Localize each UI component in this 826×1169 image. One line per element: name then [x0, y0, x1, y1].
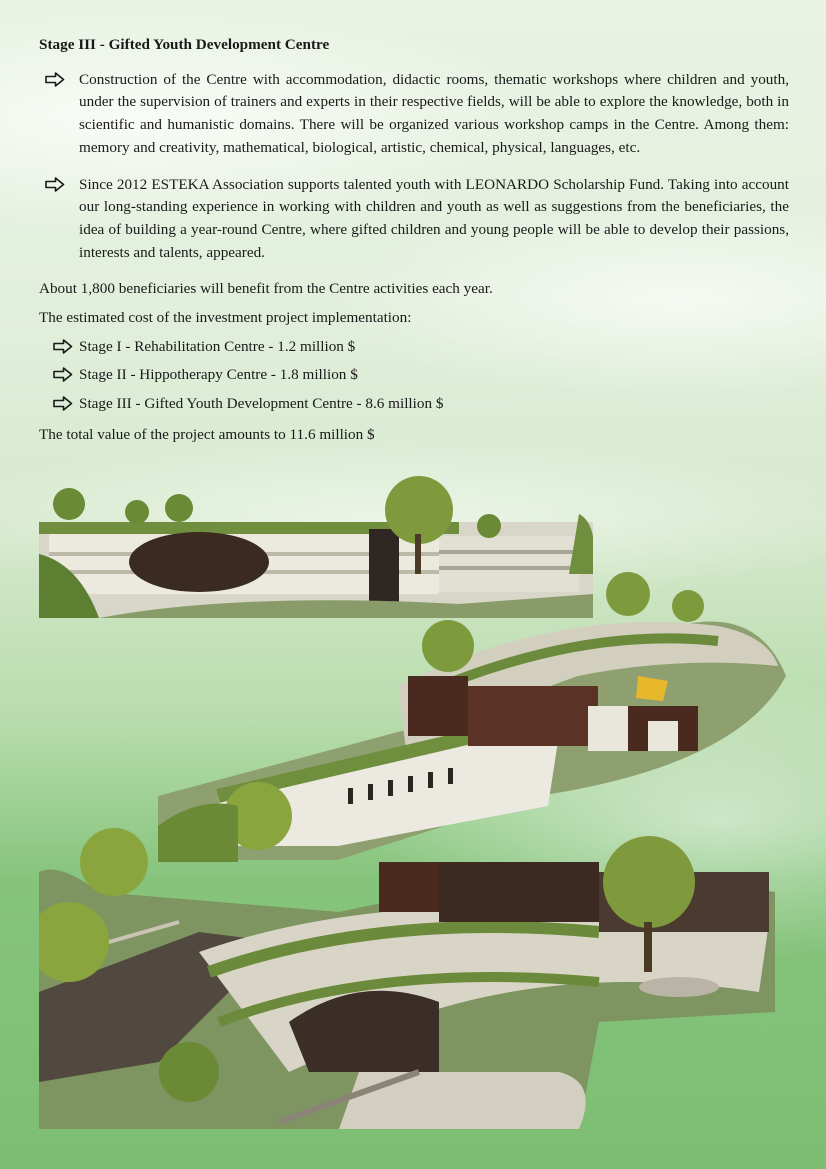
arrow-right-outline-icon	[53, 367, 73, 382]
section-heading: Stage III - Gifted Youth Development Centre	[39, 36, 330, 53]
beneficiaries-paragraph: About 1,800 beneficiaries will benefit from the Centre activities each year.	[39, 280, 493, 298]
total-paragraph: The total value of the project amounts to 11.6 million $	[39, 425, 375, 443]
arrow-right-outline-icon	[45, 72, 65, 87]
stage-item	[53, 393, 789, 416]
bullet-text: Since 2012 ESTEKA Association supports talented youth with LEONARDO Scholarship Fund. Taking into account our long-standing experience in working with children and youth as well as suggestions from the beneficiaries, the idea of building a year-round Centre, where gifted children and young people will be able to develop their passions, interests and talents, appeared.	[79, 175, 789, 261]
stage-item	[53, 364, 789, 387]
cost-intro-paragraph: The estimated cost of the investment project implementation:	[39, 309, 412, 327]
arrow-right-outline-icon	[45, 177, 65, 192]
document-text	[39, 34, 789, 453]
building-rendering-aerial	[158, 566, 788, 862]
building-rendering-perspective	[39, 822, 775, 1129]
stage-text: Stage I - Rehabilitation Centre - 1.2 million $	[79, 337, 356, 355]
stage-item	[53, 336, 789, 359]
stage-text: Stage III - Gifted Youth Development Centre - 8.6 million $	[79, 395, 444, 413]
bullet-item	[39, 174, 789, 265]
arrow-right-outline-icon	[53, 396, 73, 411]
stage-text: Stage II - Hippotherapy Centre - 1.8 million $	[79, 366, 358, 384]
bullet-item	[39, 69, 789, 160]
stage-list	[53, 336, 789, 416]
bullet-text: Construction of the Centre with accommodation, didactic rooms, thematic workshops where children and youth, under the supervision of trainers and experts in their respective fields, will be able to explore the knowledge, both in scientific and humanistic domains. There will be organized various workshop camps in the Centre. Among them: memory and creativity, mathematical, biological, artistic, chemical, physical, languages, etc.	[79, 70, 789, 156]
arrow-right-outline-icon	[53, 339, 73, 354]
